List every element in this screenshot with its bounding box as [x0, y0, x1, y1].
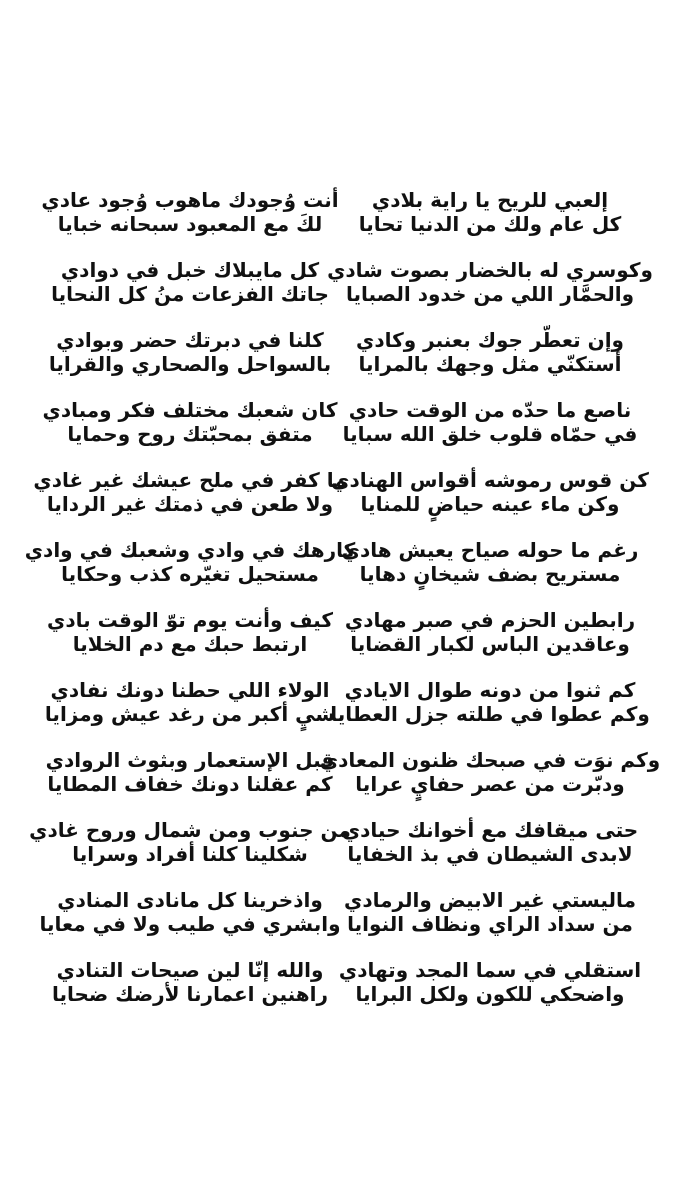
verse-line: متفق بمحبّتك روح وحمايا [67, 422, 313, 446]
stanza-right [340, 538, 640, 608]
verse-line: كلنا في دبرتك حضر وبوادي [56, 328, 324, 352]
verse-line: وابشري في طيب ولا في معايا [39, 912, 341, 936]
verse-line: أنت وُجودك ماهوب وُجود عادي [41, 188, 339, 212]
verse-line: ولا طعن في ذمتك غير الردايا [46, 492, 334, 516]
stanza-row [40, 398, 640, 468]
stanza-left [29, 818, 351, 888]
verse-line: لكَ مع المعبود سبحانه خبايا [57, 212, 323, 236]
stanza-row [40, 608, 640, 678]
verse-line: أستكنّي مثل وجهك بالمرايا [358, 352, 622, 376]
stanza-row [40, 258, 653, 328]
verse-line: مستحيل تغيّره كذب وحكايا [61, 562, 319, 586]
stanza-left [40, 678, 340, 748]
verse-line: بالسواحل والصحاري والقرايا [48, 352, 332, 376]
verse-line: استقلي في سما المجد وتهادي [338, 958, 642, 982]
verse-line: وكم عطوا في طلته جزل العطايا [330, 702, 650, 726]
verse-line: في حمّاه قلوب خلق الله سبايا [342, 422, 638, 446]
verse-line: رابطين الحزم في صبر مهادي [344, 608, 636, 632]
stanza-row [40, 188, 640, 258]
stanza-row [40, 888, 640, 958]
verse-line: راهنين اعمارنا لأرضك ضحايا [51, 982, 329, 1006]
verse-line: قبل الإستعمار وبثوث الروادي [45, 748, 335, 772]
verse-line: الولاء اللي حطنا دونك نفادي [50, 678, 330, 702]
stanza-right [330, 678, 650, 748]
stanza-row [40, 748, 661, 818]
verse-line: كارهك في وادي وشعبك في وادي [24, 538, 356, 562]
verse-line: ودبّرت من عصر حفايٍ عرايا [355, 772, 625, 796]
verse-line: كن قوس رموشه أقواس الهنادي [331, 468, 649, 492]
stanza-left [40, 608, 340, 678]
stanza-right [327, 258, 653, 328]
verse-line: من سداد الراي ونظاف النوايا [347, 912, 633, 936]
stanza-left [40, 888, 340, 958]
stanza-right [340, 888, 640, 958]
verse-line: كم ثنوا من دونه طوال الايادي [344, 678, 636, 702]
verse-line: مستريح بضف شيخانٍ دهايا [359, 562, 621, 586]
verse-line: ما كفر في ملح عيشك غير غادي [33, 468, 347, 492]
verse-line: وكم نوَت في صبحك ظنون المعادي [319, 748, 661, 772]
verse-line: وإن تعطّر جوك بعنبر وكادي [356, 328, 624, 352]
stanza-left [40, 328, 340, 398]
stanza-right [319, 748, 661, 818]
verse-line: ناصع ما حدّه من الوقت حادي [348, 398, 632, 422]
verse-line: واضحكي للكون ولكل البرايا [355, 982, 625, 1006]
verse-line: شيٍ أكبر من رغد عيش ومزايا [44, 702, 336, 726]
stanza-right [340, 188, 640, 258]
verse-line: كل عام ولك من الدنيا تحايا [358, 212, 622, 236]
verse-line: حتى ميقافك مع أخوانك حيادي [341, 818, 639, 842]
stanza-row [40, 678, 650, 748]
verse-line: لابدى الشيطان في بذ الخفايا [347, 842, 633, 866]
stanza-row [33, 468, 649, 538]
verse-line: وكن ماء عينه حياضٍ للمنايا [360, 492, 620, 516]
verse-line: جاتك الفزعات منُ كل النحايا [51, 282, 329, 306]
stanza-left [40, 958, 340, 1028]
stanza-right [331, 468, 649, 538]
stanza-row [40, 958, 640, 1028]
verse-line: وعاقدين الباس لكبار القضايا [350, 632, 630, 656]
verse-line: ارتبط حبك مع دم الخلايا [72, 632, 308, 656]
stanza-left [40, 398, 340, 468]
stanza-left [33, 468, 347, 538]
verse-line: كان شعبك مختلف فكر ومبادي [42, 398, 338, 422]
verse-line: ماليستي غير الابيض والرمادي [344, 888, 636, 912]
verse-line: والحمَّار اللي من خدود الصبايا [345, 282, 635, 306]
stanza-left [24, 538, 356, 608]
verse-line: كيف وأنت يوم توّ الوقت بادي [47, 608, 333, 632]
stanza-left [40, 188, 340, 258]
verse-line: من جنوب ومن شمال وروح غادي [29, 818, 351, 842]
stanza-right [340, 958, 640, 1028]
stanza-row [40, 328, 640, 398]
poem [24, 188, 661, 1028]
stanza-left [40, 258, 340, 328]
verse-line: كل مايبلاك خبل في دوادي [60, 258, 320, 282]
stanza-right [340, 818, 640, 888]
stanza-right [340, 608, 640, 678]
stanza-row [24, 538, 640, 608]
verse-line: وكوسري له بالخضار بصوت شادي [327, 258, 653, 282]
verse-line: كم عقلنا دونك خفاف المطايا [47, 772, 333, 796]
verse-line: واذخرينا كل مانادى المنادي [57, 888, 323, 912]
verse-line: رغم ما حوله صياح يعيش هادي [341, 538, 639, 562]
stanza-left [40, 748, 340, 818]
verse-line: شكلينا كلنا أفراد وسرايا [72, 842, 308, 866]
verse-line: إلعبي للريح يا راية بلادي [371, 188, 609, 212]
stanza-right [340, 328, 640, 398]
verse-line: والله إنّا لين صيحات التنادي [56, 958, 324, 982]
stanza-row [29, 818, 640, 888]
stanza-right [340, 398, 640, 468]
